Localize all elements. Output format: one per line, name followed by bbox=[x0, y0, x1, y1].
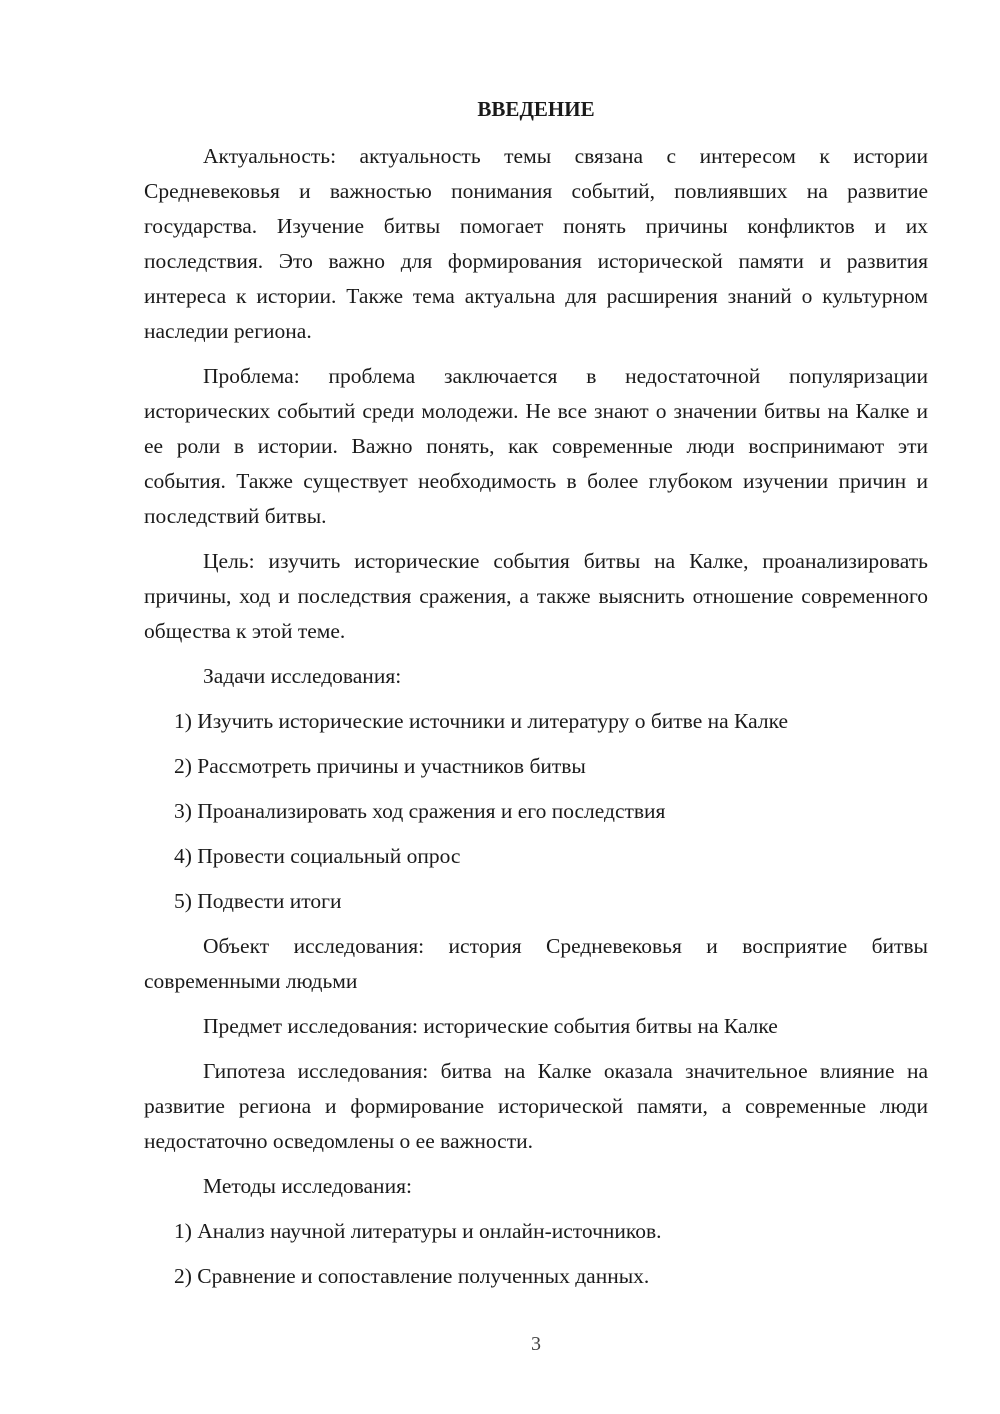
section-heading: ВВЕДЕНИЕ bbox=[477, 97, 595, 121]
list-item: 4) Провести социальный опрос bbox=[174, 844, 461, 868]
methods-list bbox=[144, 1214, 928, 1294]
page-number: 3 bbox=[531, 1333, 541, 1355]
relevance-paragraph: Актуальность: актуальность темы связана с интересом к истории Средневековья и важностью понимания событий, повлиявших на развитие государства. Изучение битвы помогает понять причины конфликтов и их последствия. Это важно для формирования исторической памяти и развития интереса к истории. Также тема актуальна для расширения знаний о культурном наследии региона. bbox=[144, 144, 928, 343]
list-item: 1) Изучить исторические источники и литературу о битве на Калке bbox=[174, 709, 789, 733]
object-paragraph: Объект исследования: история Средневековья и восприятие битвы современными людьми bbox=[144, 934, 928, 993]
methods-heading: Методы исследования: bbox=[203, 1174, 412, 1198]
goal-paragraph: Цель: изучить исторические события битвы на Калке, проанализировать причины, ход и последствия сражения, а также выяснить отношение современного общества к этой теме. bbox=[144, 549, 928, 643]
list-item: 5) Подвести итоги bbox=[174, 889, 342, 913]
list-item: 2) Сравнение и сопоставление полученных данных. bbox=[174, 1264, 650, 1288]
problem-paragraph: Проблема: проблема заключается в недостаточной популяризации исторических событий среди молодежи. Не все знают о значении битвы на Калке и ее роли в истории. Важно понять, как современные люди воспринимают эти события. Также существует необходимость в более глубоком изучении причин и последствий битвы. bbox=[144, 364, 928, 528]
list-item: 1) Анализ научной литературы и онлайн-источников. bbox=[174, 1219, 662, 1243]
tasks-list bbox=[144, 704, 928, 919]
document-page bbox=[144, 92, 928, 1304]
list-item: 3) Проанализировать ход сражения и его последствия bbox=[174, 799, 666, 823]
subject-paragraph: Предмет исследования: исторические события битвы на Калке bbox=[203, 1014, 778, 1038]
hypothesis-paragraph: Гипотеза исследования: битва на Калке оказала значительное влияние на развитие региона и формирование исторической памяти, а современные люди недостаточно осведомлены о ее важности. bbox=[144, 1059, 928, 1153]
tasks-heading: Задачи исследования: bbox=[203, 664, 402, 688]
list-item: 2) Рассмотреть причины и участников битвы bbox=[174, 754, 586, 778]
